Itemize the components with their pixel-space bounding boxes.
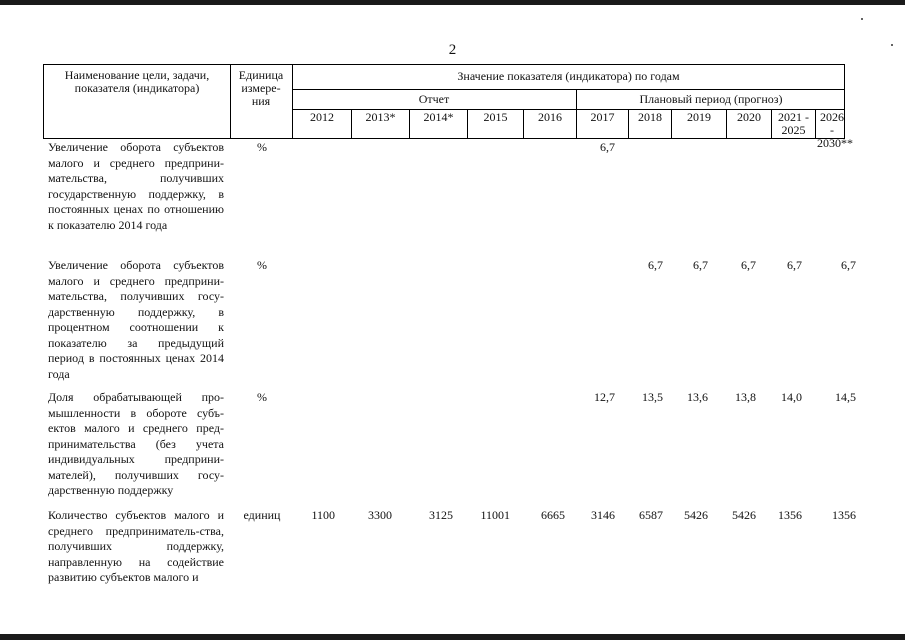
value-cell: 13,5 xyxy=(642,390,663,404)
year-header: 2021 - 2025 xyxy=(778,110,809,137)
indicator-name: Доля обрабатывающей про-мышленности в обороте субъ-ектов малого и среднего пред-принимательства (без учета индивидуальных предприни-мателей), получивших госу-дарственную поддержку xyxy=(48,390,224,497)
value-cell: 6587 xyxy=(639,508,663,522)
value-cell: 6,7 xyxy=(648,258,663,272)
value-cell: 13,8 xyxy=(735,390,756,404)
indicator-unit: % xyxy=(257,140,267,154)
value-cell: 6,7 xyxy=(787,258,802,272)
year-header: 2018 xyxy=(638,110,662,124)
value-cell: 11001 xyxy=(480,508,510,522)
value-cell: 6,7 xyxy=(741,258,756,272)
value-cell: 3125 xyxy=(429,508,453,522)
indicator-name: Увеличение оборота субъектов малого и среднего предприни-мательства, получивших госу-дарственную поддержку, в процентном соотношении к показателю за предыдущий период в постоянных ценах 2014 года xyxy=(48,258,224,381)
value-cell: 14,5 xyxy=(835,390,856,404)
year-header: 2026 - 2030** xyxy=(817,110,853,150)
year-header: 2020 xyxy=(737,110,761,124)
value-cell: 3300 xyxy=(368,508,392,522)
value-cell: 1356 xyxy=(778,508,802,522)
year-header: 2017 xyxy=(590,110,615,124)
value-cell: 1100 xyxy=(311,508,335,522)
value-cell: 6,7 xyxy=(600,140,615,154)
value-cell: 3146 xyxy=(591,508,615,522)
value-cell: 5426 xyxy=(684,508,708,522)
year-header: 2019 xyxy=(687,110,711,124)
scan-speck xyxy=(861,18,863,20)
value-cell: 6,7 xyxy=(693,258,708,272)
indicator-unit: % xyxy=(257,390,267,404)
header-values-column: Значение показателя (индикатора) по годам xyxy=(457,69,680,83)
header-name-column: Наименование цели, задачи, показателя (индикатора) xyxy=(64,68,210,95)
value-cell: 5426 xyxy=(732,508,756,522)
value-cell: 6,7 xyxy=(841,258,856,272)
header-plan-group: Плановый период (прогноз) xyxy=(639,92,783,106)
indicator-name: Увеличение оборота субъектов малого и среднего предприни-мательства, получивших государственную поддержку, в постоянных ценах по отношению к показателю 2014 года xyxy=(48,140,224,232)
indicator-unit: % xyxy=(257,258,267,272)
value-cell: 13,6 xyxy=(687,390,708,404)
indicator-unit: единиц xyxy=(243,508,281,522)
header-unit-column: Единица измере-ния xyxy=(238,68,284,108)
year-header: 2014* xyxy=(423,110,454,124)
scan-top-edge xyxy=(0,0,905,5)
page-number: 2 xyxy=(448,42,457,58)
year-header: 2015 xyxy=(483,110,508,124)
value-cell: 14,0 xyxy=(781,390,802,404)
value-cell: 12,7 xyxy=(594,390,615,404)
value-cell: 6665 xyxy=(541,508,565,522)
year-header: 2016 xyxy=(538,110,562,124)
year-header: 2012 xyxy=(310,110,334,124)
scan-bottom-edge xyxy=(0,634,905,640)
value-cell: 1356 xyxy=(832,508,856,522)
year-header: 2013* xyxy=(365,110,396,124)
indicator-name: Количество субъектов малого и среднего предприниматель-ства, получивших поддержку, направленную на содействие развитию субъектов малого и xyxy=(48,508,224,584)
header-report-group: Отчет xyxy=(418,92,450,106)
